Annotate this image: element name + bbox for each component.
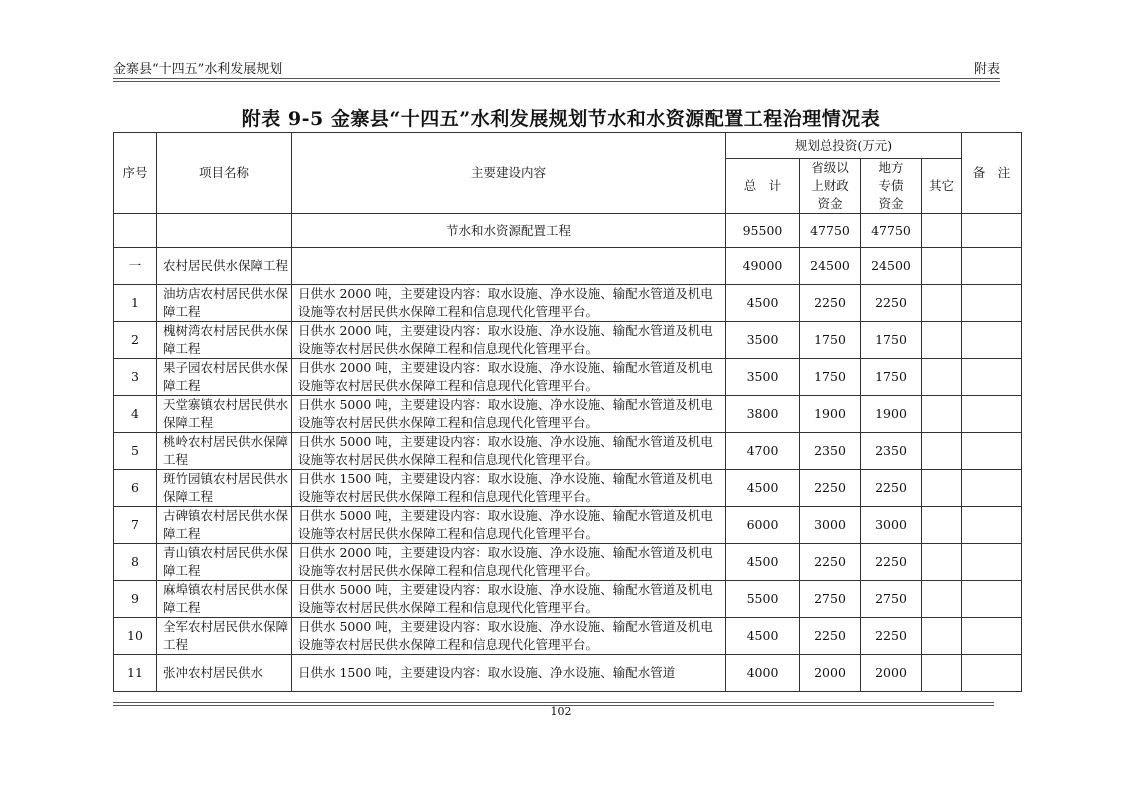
- row-provincial: 2250: [800, 285, 861, 322]
- row-local: 1900: [861, 396, 922, 433]
- investment-table: [113, 132, 1022, 692]
- row-local: 24500: [861, 248, 922, 285]
- row-local: 1750: [861, 322, 922, 359]
- section-local: 47750: [861, 214, 922, 248]
- row-total: 4500: [726, 470, 800, 507]
- row-other: [922, 507, 962, 544]
- row-other: [922, 322, 962, 359]
- row-seq: 3: [114, 359, 157, 396]
- row-local: 2250: [861, 470, 922, 507]
- row-project-name: 全军农村居民供水保障工程: [157, 618, 292, 655]
- table-row: [114, 655, 1022, 692]
- row-remark: [962, 285, 1022, 322]
- table-row: [114, 618, 1022, 655]
- row-seq: 8: [114, 544, 157, 581]
- row-provincial: 3000: [800, 507, 861, 544]
- row-content: [292, 248, 726, 285]
- row-total: 4000: [726, 655, 800, 692]
- row-seq: 11: [114, 655, 157, 692]
- row-content: 日供水 2000 吨，主要建设内容：取水设施、净水设施、输配水管道及机电设施等农村居民供水保障工程和信息现代化管理平台。: [292, 359, 726, 396]
- row-project-name: 槐树湾农村居民供水保障工程: [157, 322, 292, 359]
- row-seq: 9: [114, 581, 157, 618]
- row-project-name: 古碑镇农村居民供水保障工程: [157, 507, 292, 544]
- table-row: [114, 285, 1022, 322]
- row-seq: 10: [114, 618, 157, 655]
- row-other: [922, 470, 962, 507]
- table-row: [114, 322, 1022, 359]
- table-row: [114, 433, 1022, 470]
- row-remark: [962, 470, 1022, 507]
- row-provincial: 2250: [800, 470, 861, 507]
- row-other: [922, 618, 962, 655]
- table-row: [114, 248, 1022, 285]
- row-other: [922, 544, 962, 581]
- row-total: 4700: [726, 433, 800, 470]
- row-project-name: 斑竹园镇农村居民供水保障工程: [157, 470, 292, 507]
- row-total: 4500: [726, 618, 800, 655]
- row-other: [922, 285, 962, 322]
- row-project-name: 天堂寨镇农村居民供水保障工程: [157, 396, 292, 433]
- row-provincial: 2000: [800, 655, 861, 692]
- header-total: 总 计: [726, 159, 800, 214]
- row-other: [922, 248, 962, 285]
- row-remark: [962, 396, 1022, 433]
- row-remark: [962, 655, 1022, 692]
- row-content: 日供水 5000 吨，主要建设内容：取水设施、净水设施、输配水管道及机电设施等农村居民供水保障工程和信息现代化管理平台。: [292, 507, 726, 544]
- footer-rule: [113, 702, 994, 703]
- row-seq: 1: [114, 285, 157, 322]
- row-seq: 7: [114, 507, 157, 544]
- header-investment-group: 规划总投资(万元): [726, 133, 962, 159]
- table-row: [114, 359, 1022, 396]
- table-row: [114, 396, 1022, 433]
- row-seq: 一: [114, 248, 157, 285]
- header-remark: 备 注: [962, 133, 1022, 214]
- page-number: 102: [550, 705, 572, 718]
- row-remark: [962, 248, 1022, 285]
- section-content: 节水和水资源配置工程: [292, 214, 726, 248]
- section-seq: [114, 214, 157, 248]
- running-header-title: 金寨县“十四五”水利发展规划: [113, 62, 283, 77]
- row-content: 日供水 5000 吨，主要建设内容：取水设施、净水设施、输配水管道及机电设施等农村居民供水保障工程和信息现代化管理平台。: [292, 618, 726, 655]
- row-local: 2350: [861, 433, 922, 470]
- section-row: [114, 214, 1022, 248]
- header-seq: 序号: [114, 133, 157, 214]
- row-content: 日供水 2000 吨，主要建设内容：取水设施、净水设施、输配水管道及机电设施等农村居民供水保障工程和信息现代化管理平台。: [292, 544, 726, 581]
- row-project-name: 张冲农村居民供水: [157, 655, 292, 692]
- row-provincial: 1900: [800, 396, 861, 433]
- row-provincial: 1750: [800, 322, 861, 359]
- row-other: [922, 359, 962, 396]
- row-provincial: 1750: [800, 359, 861, 396]
- running-header-section: 附表: [973, 62, 1000, 77]
- section-provincial: 47750: [800, 214, 861, 248]
- row-remark: [962, 507, 1022, 544]
- row-remark: [962, 433, 1022, 470]
- row-total: 5500: [726, 581, 800, 618]
- row-local: 2250: [861, 544, 922, 581]
- row-total: 49000: [726, 248, 800, 285]
- row-other: [922, 396, 962, 433]
- row-remark: [962, 581, 1022, 618]
- row-other: [922, 433, 962, 470]
- row-content: 日供水 1500 吨，主要建设内容：取水设施、净水设施、输配水管道: [292, 655, 726, 692]
- header-rule-thin: [113, 81, 1000, 82]
- table-row: [114, 470, 1022, 507]
- row-project-name: 青山镇农村居民供水保障工程: [157, 544, 292, 581]
- row-total: 3500: [726, 359, 800, 396]
- header-content: 主要建设内容: [292, 133, 726, 214]
- row-local: 2250: [861, 285, 922, 322]
- table-row: [114, 581, 1022, 618]
- row-other: [922, 581, 962, 618]
- row-total: 3500: [726, 322, 800, 359]
- row-seq: 6: [114, 470, 157, 507]
- row-remark: [962, 618, 1022, 655]
- row-remark: [962, 322, 1022, 359]
- header-rule: [113, 78, 1000, 79]
- row-local: 3000: [861, 507, 922, 544]
- header-local: 地方专债资金: [861, 159, 922, 214]
- row-content: 日供水 2000 吨，主要建设内容：取水设施、净水设施、输配水管道及机电设施等农村居民供水保障工程和信息现代化管理平台。: [292, 322, 726, 359]
- row-total: 4500: [726, 285, 800, 322]
- row-provincial: 24500: [800, 248, 861, 285]
- row-content: 日供水 5000 吨，主要建设内容：取水设施、净水设施、输配水管道及机电设施等农村居民供水保障工程和信息现代化管理平台。: [292, 396, 726, 433]
- section-name: [157, 214, 292, 248]
- row-provincial: 2350: [800, 433, 861, 470]
- row-local: 1750: [861, 359, 922, 396]
- row-total: 3800: [726, 396, 800, 433]
- row-other: [922, 655, 962, 692]
- row-content: 日供水 1500 吨，主要建设内容：取水设施、净水设施、输配水管道及机电设施等农村居民供水保障工程和信息现代化管理平台。: [292, 470, 726, 507]
- row-seq: 2: [114, 322, 157, 359]
- row-content: 日供水 5000 吨，主要建设内容：取水设施、净水设施、输配水管道及机电设施等农村居民供水保障工程和信息现代化管理平台。: [292, 433, 726, 470]
- table-row: [114, 544, 1022, 581]
- row-total: 4500: [726, 544, 800, 581]
- row-remark: [962, 359, 1022, 396]
- row-content: 日供水 2000 吨，主要建设内容：取水设施、净水设施、输配水管道及机电设施等农村居民供水保障工程和信息现代化管理平台。: [292, 285, 726, 322]
- table-row: [114, 507, 1022, 544]
- row-provincial: 2250: [800, 544, 861, 581]
- row-local: 2250: [861, 618, 922, 655]
- header-provincial: 省级以上财政资金: [800, 159, 861, 214]
- row-provincial: 2250: [800, 618, 861, 655]
- header-other: 其它: [922, 159, 962, 214]
- table-title: 附表 9-5 金寨县“十四五”水利发展规划节水和水资源配置工程治理情况表: [241, 108, 881, 130]
- row-total: 6000: [726, 507, 800, 544]
- section-remark: [962, 214, 1022, 248]
- row-content: 日供水 5000 吨，主要建设内容：取水设施、净水设施、输配水管道及机电设施等农村居民供水保障工程和信息现代化管理平台。: [292, 581, 726, 618]
- row-seq: 5: [114, 433, 157, 470]
- row-project-name: 桃岭农村居民供水保障工程: [157, 433, 292, 470]
- row-project-name: 麻埠镇农村居民供水保障工程: [157, 581, 292, 618]
- section-total: 95500: [726, 214, 800, 248]
- section-other: [922, 214, 962, 248]
- row-remark: [962, 544, 1022, 581]
- row-local: 2750: [861, 581, 922, 618]
- row-project-name: 油坊店农村居民供水保障工程: [157, 285, 292, 322]
- row-project-name: 农村居民供水保障工程: [157, 248, 292, 285]
- row-local: 2000: [861, 655, 922, 692]
- row-project-name: 果子园农村居民供水保障工程: [157, 359, 292, 396]
- row-seq: 4: [114, 396, 157, 433]
- row-provincial: 2750: [800, 581, 861, 618]
- header-project-name: 项目名称: [157, 133, 292, 214]
